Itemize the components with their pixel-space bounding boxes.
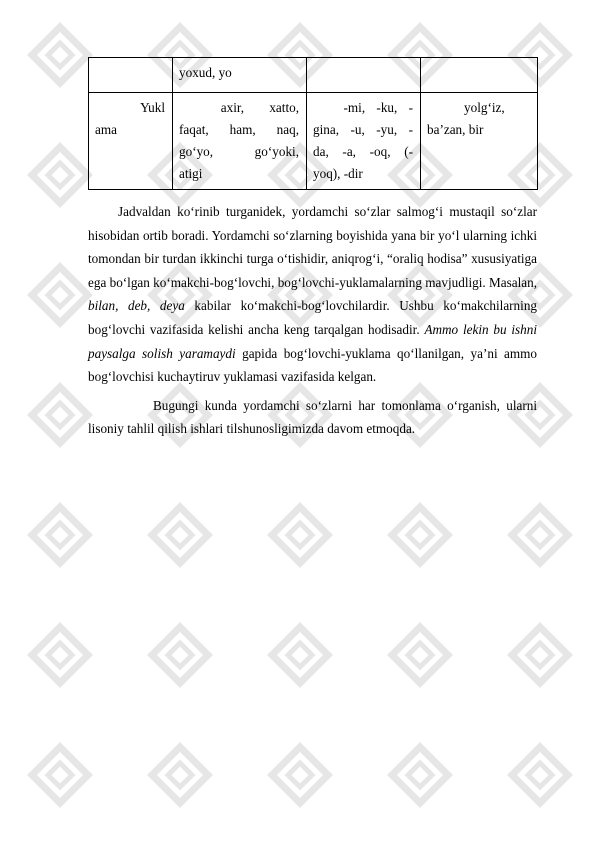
- cell-line: axir, xatto,: [220, 100, 299, 115]
- diamond-logo-watermark-icon: [512, 747, 568, 803]
- diamond-logo-watermark-icon: [512, 507, 568, 563]
- document-page: [88, 57, 537, 441]
- table-cell: [89, 58, 173, 93]
- diamond-logo-watermark-icon: [152, 507, 208, 563]
- diamond-logo-watermark-icon: [32, 747, 88, 803]
- diamond-logo-watermark-icon: [392, 627, 448, 683]
- table-cell: yoxud, yo: [173, 58, 307, 93]
- diamond-logo-watermark-icon: [32, 147, 88, 203]
- paragraph-text: Jadvaldan ko‘rinib turganidek, yordamchi so‘zlar salmog‘i mustaqil so‘zlar hisobidan ortib boradi. Yordamchi so‘zlarning boyishida yana bir yo‘l ularning ichki tomondan bir turdan ikkinchi turga o‘tishidir, aniqrog‘i, “oraliq hodisa” xususiyatiga ega bo‘lgan ko‘makchi-bog‘lovchi, bog‘lovchi-yuklamalarning mavjudligi. Masalan,: [88, 204, 537, 290]
- cell-line: da, -a, -oq, (-: [313, 144, 413, 159]
- cell-line: ba’zan, bir: [427, 122, 484, 137]
- cell-line: faqat, ham, naq,: [179, 122, 299, 137]
- diamond-logo-watermark-icon: [392, 747, 448, 803]
- diamond-logo-watermark-icon: [272, 507, 328, 563]
- diamond-logo-watermark-icon: [32, 267, 88, 323]
- cell-line: -mi, -ku, -: [343, 100, 413, 115]
- table-row: [89, 93, 538, 190]
- cell-line: yolg‘iz,: [464, 100, 505, 115]
- diamond-logo-watermark-icon: [152, 627, 208, 683]
- cell-line: yoq), -dir: [313, 166, 363, 181]
- yordamchi-sozlar-table: [88, 57, 538, 190]
- body-paragraph: [88, 200, 537, 389]
- body-paragraph: Bugungi kunda yordamchi so‘zlarni har tomonlama o‘rganish, ularni lisoniy tahlil qilish ishlari tilshunosligimizda davom etmoqda.: [88, 397, 537, 437]
- diamond-logo-watermark-icon: [152, 747, 208, 803]
- paragraph-text: kabilar ko‘makchi-bog‘lovchilardir. Ushbu ko‘makchilarning bog‘lovchi vazifasida kelishi ancha keng tarqalgan hodisadir.: [88, 298, 538, 337]
- table-cell: [421, 58, 538, 93]
- cell-line: ama: [95, 122, 117, 137]
- cell-line: go‘yo, go‘yoki,: [179, 144, 299, 159]
- italic-example: Ammo lekin bu ishni paysalga solish yaramaydi: [88, 321, 538, 361]
- diamond-logo-watermark-icon: [512, 627, 568, 683]
- table-row: [89, 58, 538, 93]
- table-cell: [307, 58, 421, 93]
- diamond-logo-watermark-icon: [272, 747, 328, 803]
- table-cell-words: [173, 93, 307, 190]
- table-cell-adverbs: [421, 93, 538, 190]
- table-cell-yuklama: [89, 93, 173, 190]
- italic-example: bilan, deb, deya: [88, 298, 185, 314]
- diamond-logo-watermark-icon: [392, 507, 448, 563]
- cell-line: gina, -u, -yu, -: [313, 122, 413, 137]
- paragraph-text: gapida bog‘lovchi-yuklama qo‘llanilgan, ya’ni ammo bog‘lovchisi kuchaytiruv yuklamasi vazifasida kelgan.: [88, 345, 537, 385]
- table-cell-suffixes: [307, 93, 421, 190]
- diamond-logo-watermark-icon: [32, 627, 88, 683]
- cell-line: Yukl: [140, 100, 165, 115]
- diamond-logo-watermark-icon: [32, 507, 88, 563]
- diamond-logo-watermark-icon: [272, 627, 328, 683]
- diamond-logo-watermark-icon: [32, 387, 88, 443]
- diamond-logo-watermark-icon: [32, 27, 88, 83]
- cell-line: atigi: [179, 166, 203, 181]
